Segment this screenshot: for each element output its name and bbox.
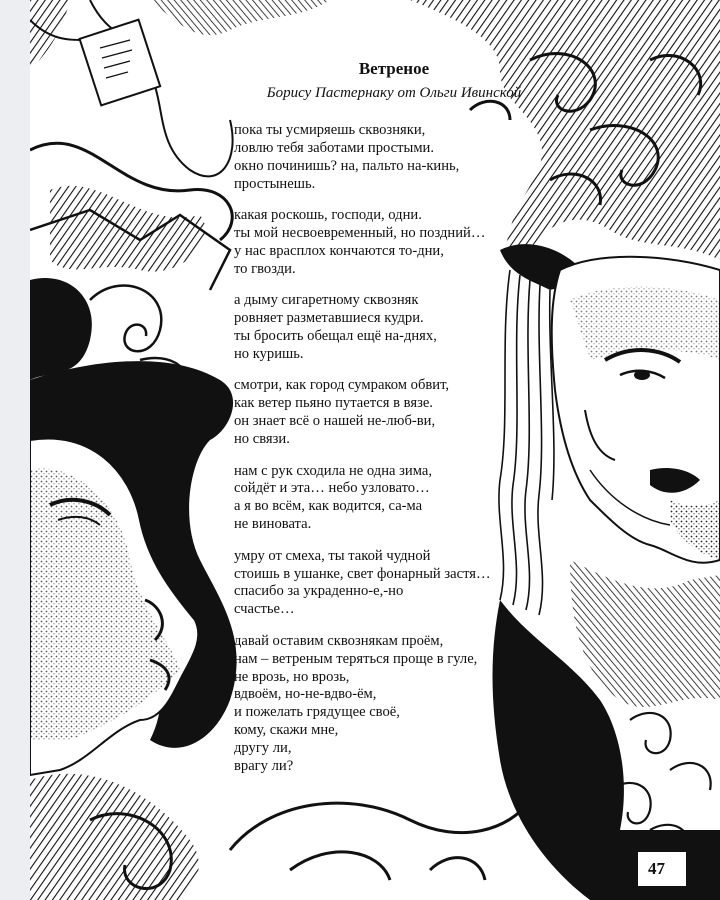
poem-line: ты бросить обещал ещё на-днях,	[234, 328, 437, 345]
poem-line: ровняет разметавшиеся кудри.	[234, 310, 424, 327]
woman-face-illustration	[552, 257, 720, 563]
poem-line: нам с рук сходила не одна зима,	[234, 462, 432, 479]
poem-line: как ветер пьяно путается в вязе.	[234, 395, 433, 412]
poem-line: он знает всё о нашей не-люб-ви,	[234, 413, 436, 430]
poem-line: окно починишь? на, пальто на-кинь,	[234, 157, 460, 174]
stanza	[234, 207, 554, 279]
poem-line: вдвоём, но-не-вдво-ём,	[234, 686, 377, 703]
poem-line: стоишь в ушанке, свет фонарный застя…	[234, 565, 491, 582]
poem-dedication: Борису Пастернаку от Ольги Ивинской	[266, 85, 522, 101]
stanza	[234, 292, 554, 364]
poem	[234, 58, 554, 790]
page-number: 47	[648, 859, 665, 878]
poem-line: давай оставим сквознякам проём,	[234, 632, 444, 649]
stanza	[234, 548, 554, 620]
poem-line: то гвозди.	[234, 260, 296, 277]
poem-line: ловлю тебя заботами простыми.	[234, 139, 435, 156]
poem-line: смотри, как город сумраком обвит,	[234, 377, 450, 394]
poem-line: сойдёт и эта… небо узловато…	[234, 480, 430, 497]
poem-line: умру от смеха, ты такой чудной	[234, 547, 431, 564]
poem-line: а дыму сигаретному сквозняк	[234, 292, 419, 309]
poem-line: а я во всём, как водится, са-ма	[234, 498, 423, 515]
poem-line: но связи.	[234, 431, 290, 448]
fur-curls	[610, 713, 711, 848]
stanza	[234, 122, 554, 194]
poem-line: врагу ли?	[234, 758, 294, 775]
book-page	[30, 0, 720, 900]
poem-title: Ветреное	[358, 59, 430, 78]
poem-stanzas	[234, 122, 554, 776]
poem-line: у нас врасплох кончаются то-дни,	[234, 242, 444, 259]
stanza	[234, 633, 554, 776]
poem-line: но куришь.	[234, 345, 304, 362]
poem-line: пока ты усмиряешь сквозняки,	[234, 122, 426, 138]
poem-line: и пожелать грядущее своё,	[234, 704, 400, 721]
poem-line: спасибо за украденно-е,-но	[234, 583, 404, 600]
poem-line: простынешь.	[234, 175, 316, 192]
stanza	[234, 377, 554, 449]
poem-line: кому, скажи мне,	[234, 722, 339, 739]
poem-line: нам – ветреным теряться проще в гуле,	[234, 650, 478, 667]
poem-line: какая роскошь, господи, одни.	[234, 207, 422, 224]
poem-line: счастье…	[234, 601, 295, 618]
poem-line: не виновата.	[234, 516, 312, 533]
poem-line: другу ли,	[234, 740, 292, 757]
poem-line: не врозь, но врозь,	[234, 668, 350, 685]
poem-line: ты мой несвоевременный, но поздний…	[234, 225, 486, 242]
stanza	[234, 463, 554, 535]
bottom-swirl-ornament	[230, 800, 530, 880]
